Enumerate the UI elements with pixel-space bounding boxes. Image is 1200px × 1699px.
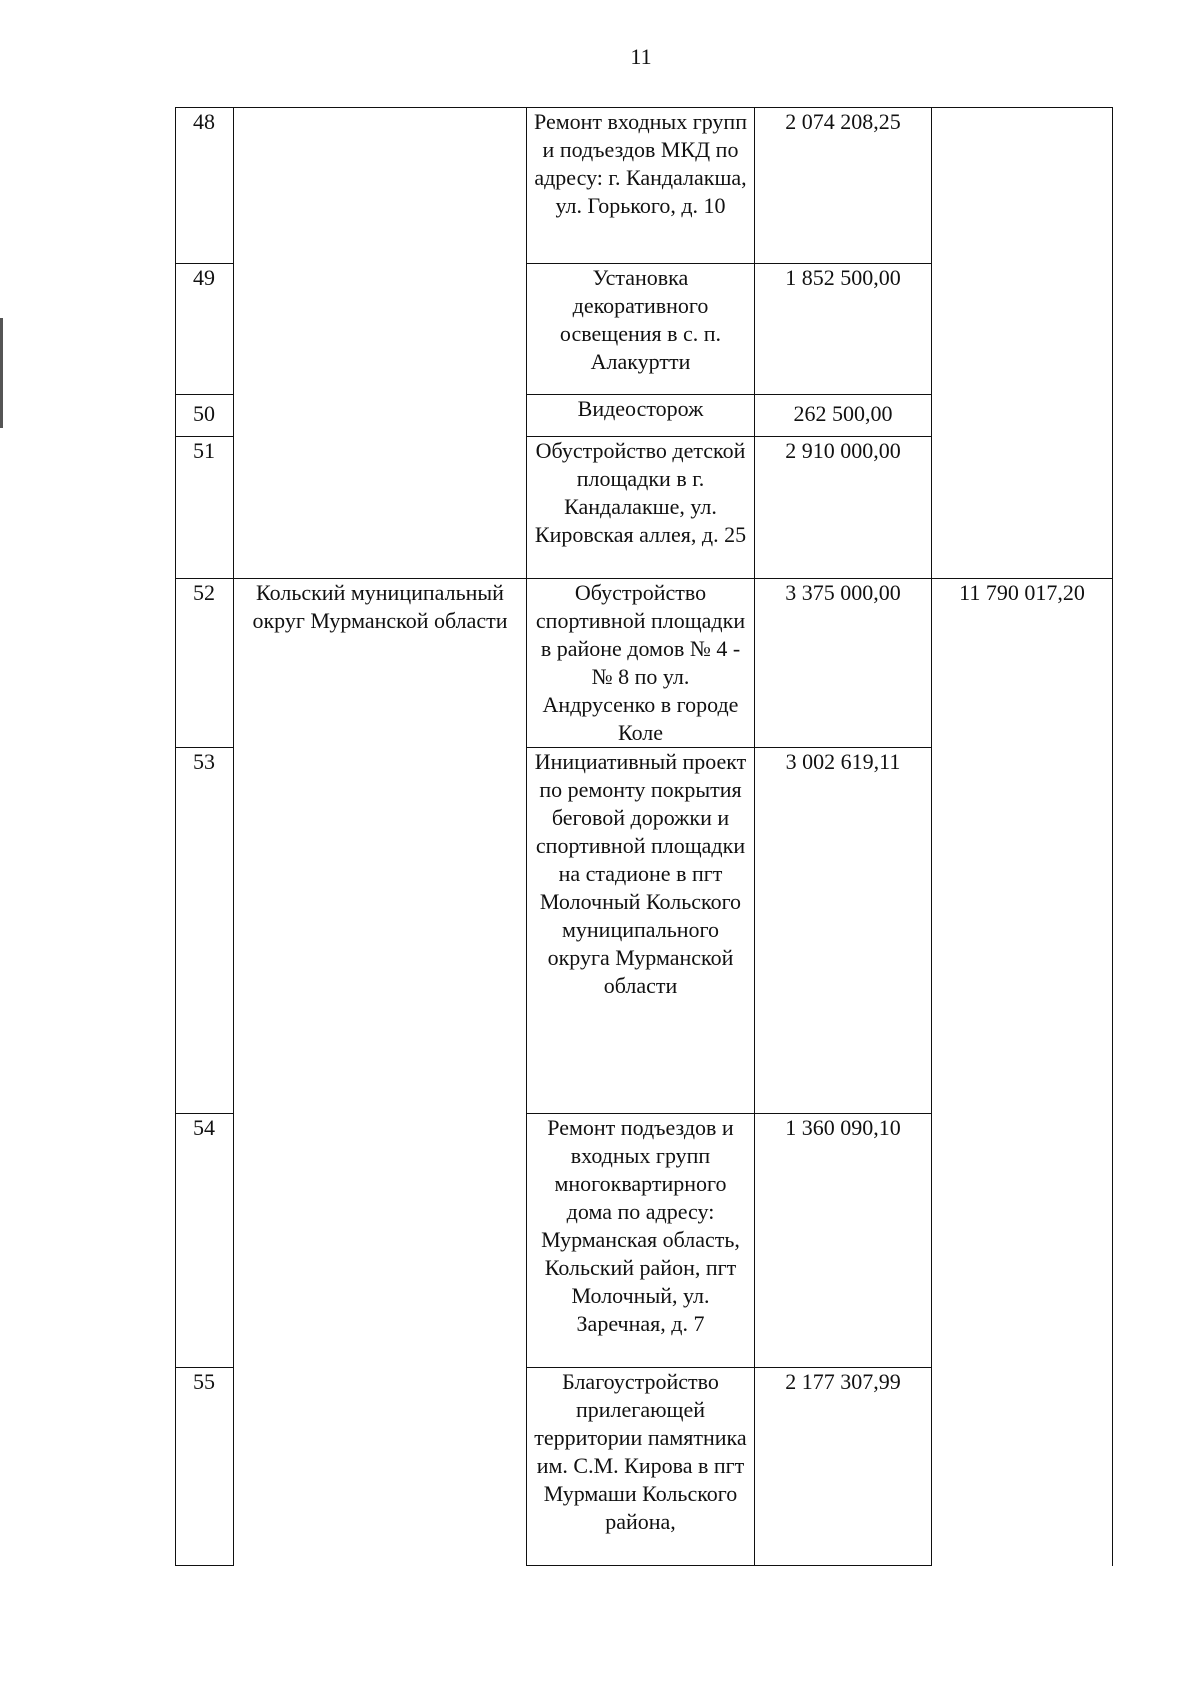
project-title: Обустройство детской площадки в г. Кандалакше, ул. Кировская аллея, д. 25: [527, 437, 755, 579]
row-number: 51: [176, 437, 234, 579]
total-cell: 11 790 017,20: [932, 579, 1113, 1566]
table-row: [176, 108, 1113, 264]
project-amount: 3 375 000,00: [755, 579, 932, 748]
project-title: Ремонт подъездов и входных групп многоквартирного дома по адресу: Мурманская область, Кольский район, пгт Молочный, ул. Заречная, д. 7: [527, 1114, 755, 1368]
projects-table: [175, 107, 1113, 1566]
project-amount: 2 074 208,25: [755, 108, 932, 264]
row-number: 53: [176, 748, 234, 1114]
row-number: 55: [176, 1368, 234, 1566]
scan-margin-mark: [0, 318, 3, 428]
row-number: 50: [176, 395, 234, 437]
project-amount: 2 910 000,00: [755, 437, 932, 579]
project-amount: 2 177 307,99: [755, 1368, 932, 1566]
row-number: 54: [176, 1114, 234, 1368]
project-title: Видеосторож: [527, 395, 755, 437]
project-title: Благоустройство прилегающей территории памятника им. С.М. Кирова в пгт Мурмаши Кольского района,: [527, 1368, 755, 1566]
project-title: Обустройство спортивной площадки в районе домов № 4 - № 8 по ул. Андрусенко в городе Коле: [527, 579, 755, 748]
row-number: 52: [176, 579, 234, 748]
project-amount: 3 002 619,11: [755, 748, 932, 1114]
project-title: Ремонт входных групп и подъездов МКД по адресу: г. Кандалакша, ул. Горького, д. 10: [527, 108, 755, 264]
project-amount: 1 852 500,00: [755, 264, 932, 395]
row-number: 48: [176, 108, 234, 264]
municipality-cell: Кольский муниципальный округ Мурманской области: [234, 579, 527, 1566]
page-number: 11: [630, 44, 652, 69]
project-amount: 262 500,00: [755, 395, 932, 437]
project-title: Установка декоративного освещения в с. п. Алакуртти: [527, 264, 755, 395]
municipality-cell: [234, 108, 527, 579]
project-amount: 1 360 090,10: [755, 1114, 932, 1368]
table-row: [176, 579, 1113, 748]
row-number: 49: [176, 264, 234, 395]
project-title: Инициативный проект по ремонту покрытия беговой дорожки и спортивной площадки на стадионе в пгт Молочный Кольского муниципального округа Мурманской области: [527, 748, 755, 1114]
total-cell: [932, 108, 1113, 579]
